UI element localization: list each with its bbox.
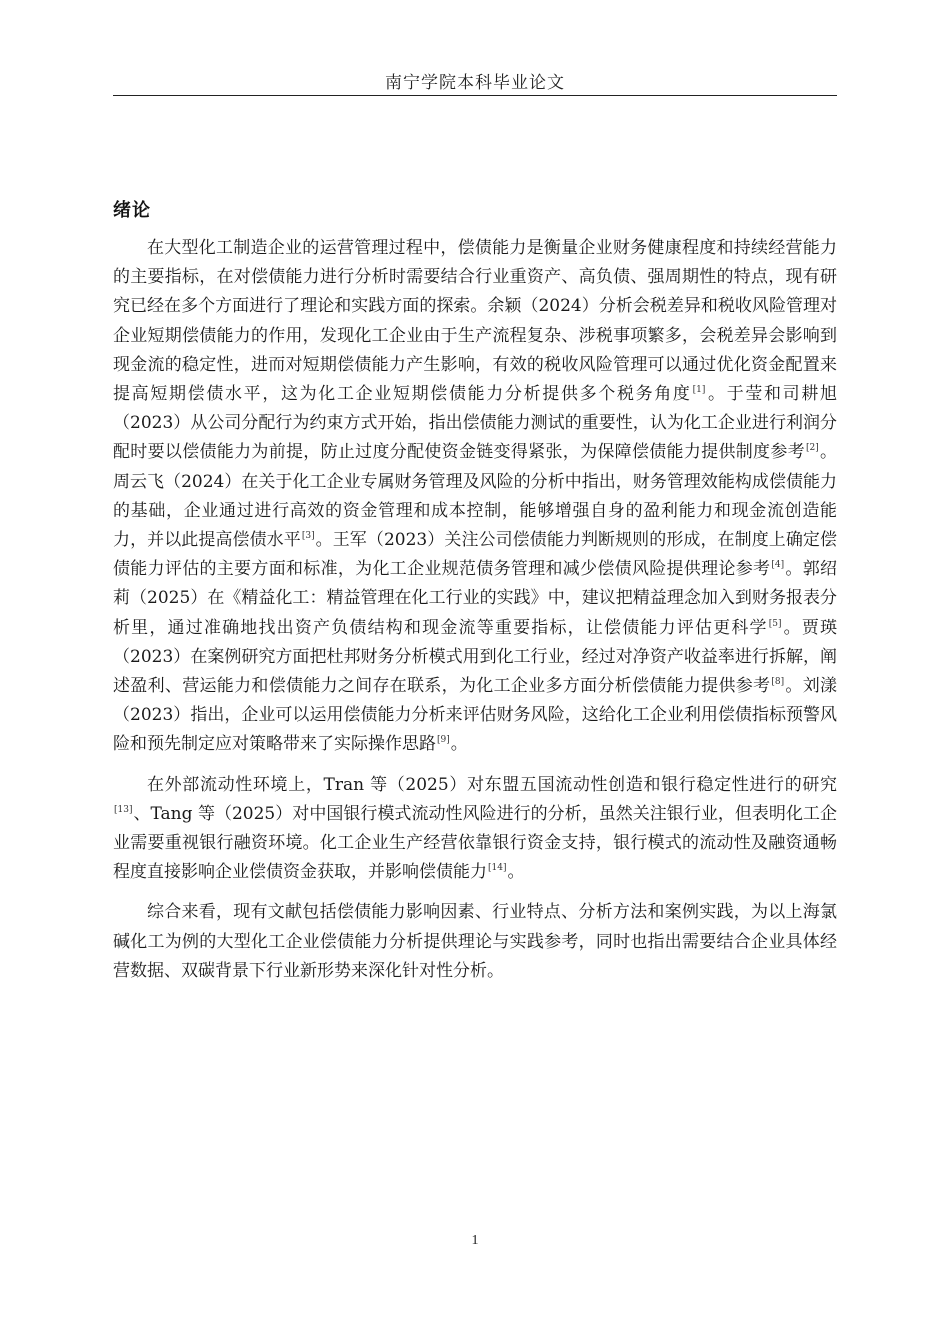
citation-marker: [2] (805, 443, 819, 454)
paragraph-text: 在大型化工制造企业的运营管理过程中，偿债能力是衡量企业财务健康程度和持续经营能力的主要指标，在对偿债能力进行分析时需要结合行业重资产、高负债、强周期性的特点，现有研究已经在多个方面进行了理论和实践方面的探索。余颖（2024）分析会税差异和税收风险管理对企业短期偿债能力的作用，发现化工企业由于生产流程复杂、涉税事项繁多，会税差异会影响到现金流的稳定性，进而对短期偿债能力产生影响，有效的税收风险管理可以通过优化资金配置来提高短期偿债水平，这为化工企业短期偿债能力分析提供多个税务角度 (113, 238, 837, 405)
header-title: 南宁学院本科毕业论文 (385, 73, 565, 93)
citation-marker: [3] (301, 531, 315, 542)
paragraph-text: 、Tang 等（2025）对中国银行模式流动性风险进行的分析，虽然关注银行业，但表明化工企业需要重视银行融资环境。化工企业生产经营依靠银行资金支持，银行模式的流动性及融资通畅程度直接影响企业偿债资金获取，并影响偿债能力 (113, 803, 837, 883)
citation-marker: [5] (768, 618, 782, 629)
paragraph-literature-review (113, 234, 837, 760)
citation-marker: [9] (437, 735, 450, 746)
paragraph-text: 。贾瑛（2023）在案例研究方面把杜邦财务分析模式用到化工行业，经过对净资产收益率进行拆解，阐述盈利、营运能力和偿债能力之间存在联系，为化工企业多方面分析偿债能力提供参考 (113, 617, 838, 697)
paragraph-external-liquidity (113, 771, 837, 888)
paragraph-summary (113, 898, 837, 986)
citation-marker: [4] (771, 560, 785, 571)
section-heading: 绪论 (113, 200, 151, 221)
citation-marker: [1] (692, 385, 706, 396)
paragraph-text: 。郭绍莉（2025）在《精益化工：精益管理在化工行业的实践》中，建议把精益理念加入到财务报表分析里，通过准确地找出资产负债结构和现金流等重要指标，让偿债能力评估更科学 (113, 559, 838, 638)
paragraph-text: 。周云飞（2024）在关于化工企业专属财务管理及风险的分析中指出，财务管理效能构成偿债能力的基础，企业通过进行高效的资金管理和成本控制，能够增强自身的盈利能力和现金流创造能力，并以此提高偿债水平 (113, 442, 838, 551)
paragraph-text: 。于莹和司耕旭（2023）从公司分配行为约束方式开始，指出偿债能力测试的重要性，认为化工企业进行利润分配时要以偿债能力为前提，防止过度分配使资金链变得紧张，为保障偿债能力提供制度参考 (113, 384, 838, 463)
body-text (113, 234, 837, 986)
citation-marker: [13] (114, 804, 133, 815)
paragraph-text: 。王军（2023）关注公司偿债能力判断规则的形成，在制度上确定偿债能力评估的主要方面和标准，为化工企业规范债务管理和减少偿债风险提供理论参考 (113, 530, 838, 580)
paragraph-text: 在外部流动性环境上，Tran 等（2025）对东盟五国流动性创造和银行稳定性进行的研究 (147, 774, 837, 795)
paragraph-text: 。 (507, 862, 525, 883)
paragraph-text: 。 (450, 734, 468, 755)
page-header (113, 60, 837, 96)
citation-marker: [14] (488, 863, 507, 874)
citation-marker: [8] (771, 677, 785, 688)
paragraph-text: 。刘漾（2023）指出，企业可以运用偿债能力分析来评估财务风险，这给化工企业利用偿债指标预警风险和预先制定应对策略带来了实际操作思路 (113, 676, 838, 755)
paragraph-text: 综合来看，现有文献包括偿债能力影响因素、行业特点、分析方法和案例实践，为以上海氯碱化工为例的大型化工企业偿债能力分析提供理论与实践参考，同时也指出需要结合企业具体经营数据、双碳背景下行业新形势来深化针对性分析。 (113, 902, 837, 981)
page-number: 1 (471, 1233, 479, 1248)
